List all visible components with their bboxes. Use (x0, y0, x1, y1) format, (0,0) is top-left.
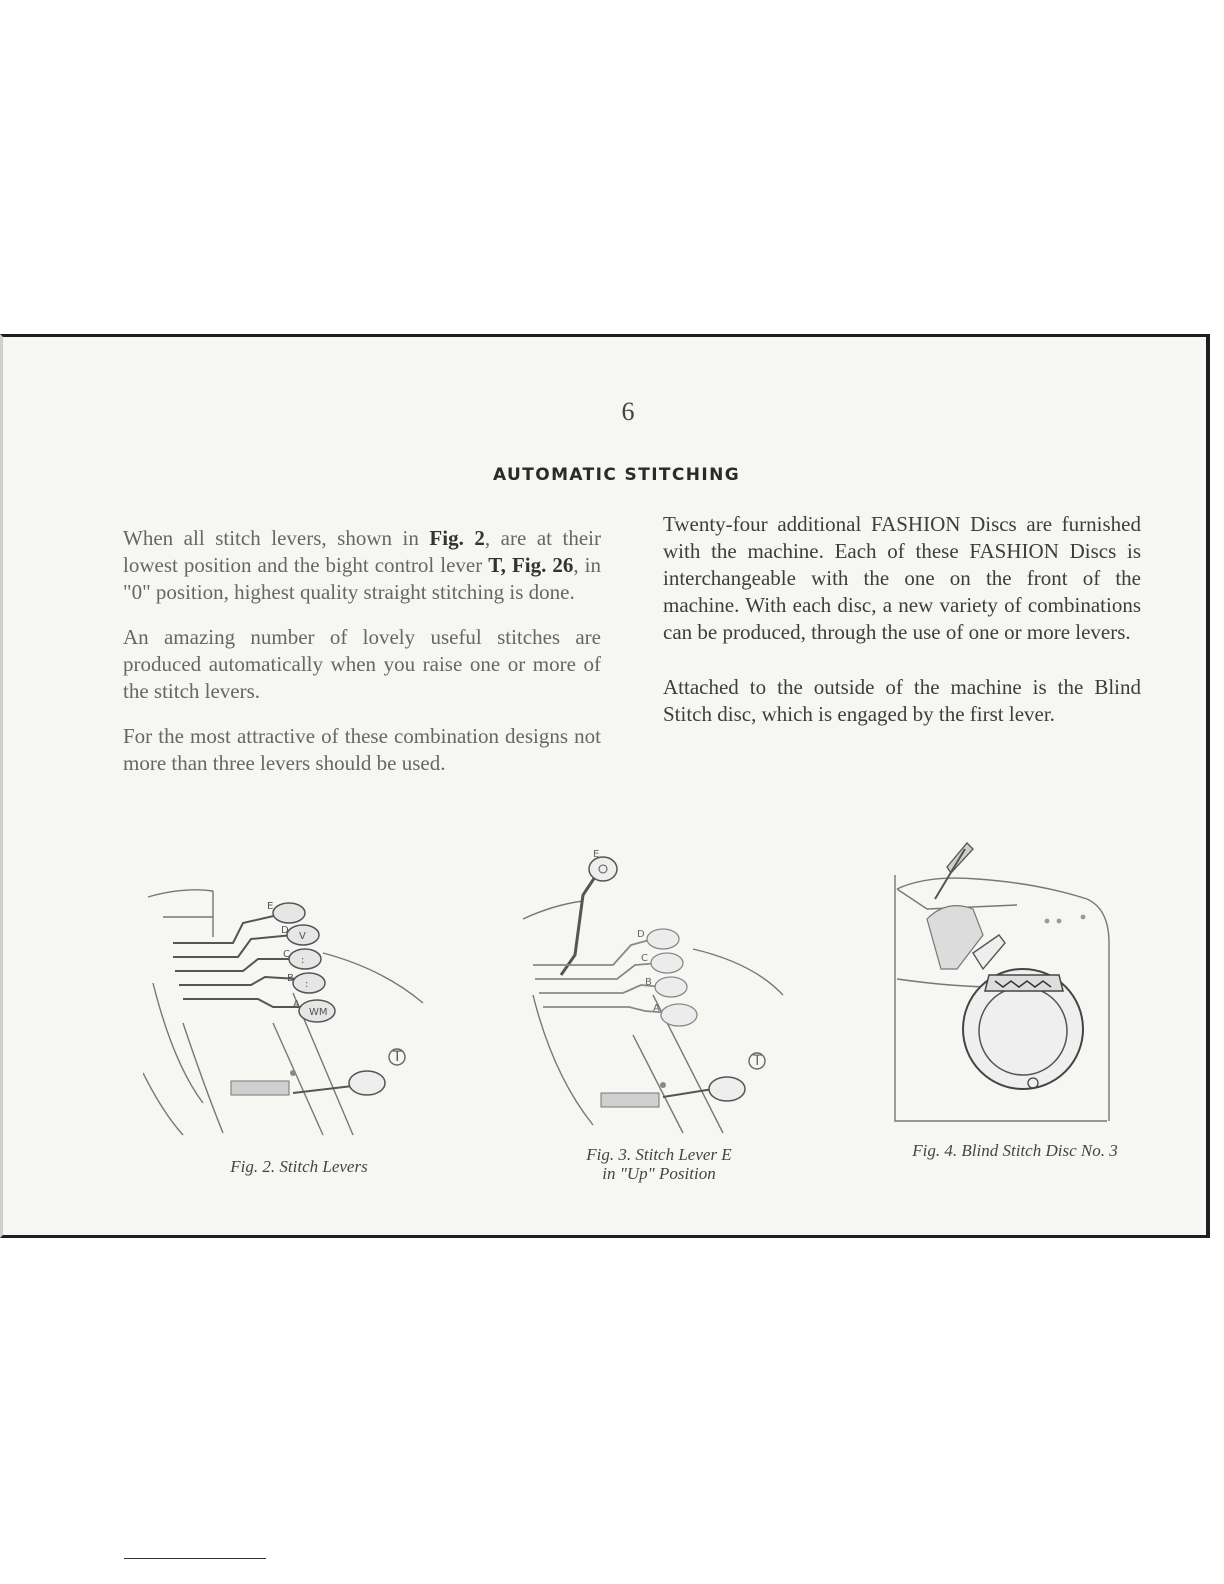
left-paragraph-3: For the most attractive of these combination designs not more than three levers should be used. (123, 724, 601, 775)
knob-mark: WM (309, 1007, 328, 1018)
control-lever-label: T (393, 1049, 402, 1065)
right-paragraph-1: Twenty-four additional FASHION Discs are furnished with the machine. Each of these FASHION Discs is interchangeable with the one on the front of the machine. With each disc, a new variety of combinations can be produced, through the use of one or more levers. (663, 512, 1141, 644)
blind-stitch-disc-illustration (887, 839, 1119, 1123)
knob-mark: : (305, 979, 309, 990)
left-paragraph-2: An amazing number of lovely useful stitches are produced automatically when you raise one or more of the stitch levers. (123, 625, 601, 703)
knob-mark: V (299, 931, 306, 942)
knob-mark: : (301, 955, 305, 966)
page-number: 6 (621, 397, 635, 426)
left-column (123, 525, 601, 795)
lever-label: D (281, 925, 289, 936)
right-paragraph-2: Attached to the outside of the machine is the Blind Stitch disc, which is engaged by the first lever. (663, 675, 1141, 726)
lever-label: D (637, 929, 645, 940)
figure-blind-stitch-disc (887, 839, 1119, 1123)
left-paragraph-1: When all stitch levers, shown in Fig. 2, are at their lowest position and the bight control lever T, Fig. 26, in "0" position, highest quality straight stitching is done. (123, 526, 601, 604)
lever-label: B (645, 977, 652, 988)
manual-page (0, 334, 1210, 1238)
lever-label: A (293, 999, 300, 1010)
figure-stitch-levers (143, 873, 433, 1141)
fig-reference: Fig. 2 (429, 526, 485, 550)
right-column (663, 511, 1141, 746)
section-heading: AUTOMATIC STITCHING (493, 465, 741, 485)
lever-reference: T, Fig. 26 (488, 553, 574, 577)
footnote-rule (124, 1558, 266, 1559)
lever-label: E (593, 849, 600, 860)
stitch-levers-illustration (143, 873, 433, 1141)
lever-label: A (653, 1003, 660, 1014)
lever-label: E (267, 901, 274, 912)
control-lever-label: T (753, 1053, 762, 1069)
figure-2-caption: Fig. 2. Stitch Levers (230, 1157, 368, 1176)
lever-label: C (641, 953, 648, 964)
lever-label: B (287, 973, 294, 984)
figure-stitch-lever-up (513, 835, 793, 1135)
stitch-lever-up-illustration (513, 835, 793, 1135)
figure-3-caption: Fig. 3. Stitch Lever E in "Up" Position (586, 1145, 732, 1183)
lever-label: C (283, 949, 290, 960)
figure-4-caption: Fig. 4. Blind Stitch Disc No. 3 (912, 1141, 1118, 1160)
